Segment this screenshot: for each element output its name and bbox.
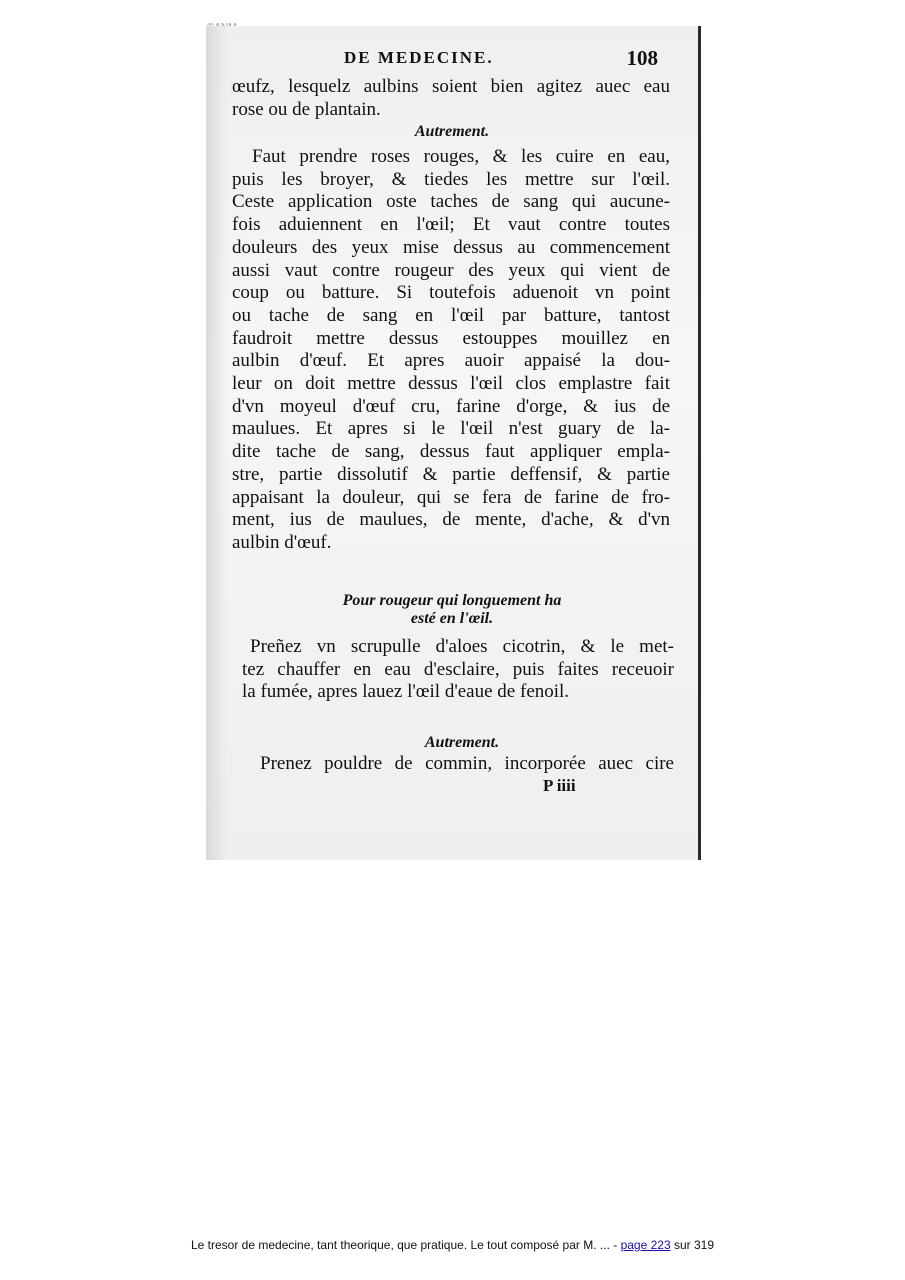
footer-suffix: sur 319 (670, 1238, 714, 1252)
text-line: dite tache de sang, dessus faut appliquer empla- (232, 441, 670, 463)
heading-line: esté en l'œil. (410, 610, 494, 627)
text-line: douleurs des yeux mise dessus au commencement (232, 236, 670, 258)
footer (0, 1238, 905, 1252)
heading-line: Pour rougeur qui longuement ha (342, 592, 562, 609)
heading-pour-rougeur (206, 592, 698, 628)
text-line: rose ou de plantain. (232, 98, 381, 120)
text-line: Prenez pouldre de commin, incorporée auec cire (260, 753, 674, 774)
text-block-2 (232, 146, 670, 555)
text-line: Faut prendre roses rouges, & les cuire en eau, (252, 146, 670, 167)
text-line: œufz, lesquelz aulbins soient bien agitez auec eau (232, 76, 670, 97)
page-link[interactable]: page 223 (620, 1238, 671, 1252)
text-line: Preñez vn scrupulle d'aloes cicotrin, & le met- (250, 636, 674, 657)
page-number: 108 (626, 46, 658, 70)
text-line: faudroit mettre dessus estouppes mouillez en (232, 327, 670, 349)
text-line: la fumée, apres lauez l'œil d'eaue de fenoil. (242, 681, 570, 703)
text-line: fois aduiennent en l'œil; Et vaut contre toutes (232, 214, 670, 236)
text-block-1 (232, 76, 670, 121)
text-line: aulbin d'œuf. (232, 531, 332, 553)
signature-mark: P iiii (543, 776, 576, 795)
heading-autrement-1: Autrement. (414, 123, 490, 140)
text-line: puis les broyer, & tiedes les mettre sur l'œil. (232, 168, 670, 190)
text-line: ment, ius de maulues, de mente, d'ache, & d'vn (232, 509, 670, 531)
text-block-3 (242, 636, 674, 704)
text-line: stre, partie dissolutif & partie deffensif, & partie (232, 463, 670, 485)
footer-text: Le tresor de medecine, tant theorique, que pratique. Le tout composé par M. ... - (190, 1238, 621, 1252)
text-line: tez chauffer en eau d'esclaire, puis faites receuoir (242, 658, 674, 680)
text-line: maulues. Et apres si le l'œil n'est guary de la- (232, 418, 670, 440)
text-line: ou tache de sang en l'œil par batture, tantost (232, 304, 670, 326)
page-header (206, 48, 698, 76)
running-head: DE MEDECINE. (344, 48, 494, 67)
text-line: appaisant la douleur, qui se fera de farine de fro- (232, 486, 670, 508)
text-line: aulbin d'œuf. Et apres auoir appaisé la dou- (232, 350, 670, 372)
text-line: aussi vaut contre rougeur des yeux qui vient de (232, 259, 670, 281)
text-line: leur on doit mettre dessus l'œil clos emplastre fait (232, 373, 670, 395)
text-line: Ceste application oste taches de sang qui aucune- (232, 191, 670, 213)
heading-autrement-2: Autrement. (424, 734, 500, 751)
text-line: d'vn moyeul d'œuf cru, farine d'orge, & ius de (232, 395, 670, 417)
page-scan (206, 26, 701, 860)
text-line: coup ou batture. Si toutefois aduenoit vn point (232, 282, 670, 304)
text-block-4 (260, 753, 674, 776)
